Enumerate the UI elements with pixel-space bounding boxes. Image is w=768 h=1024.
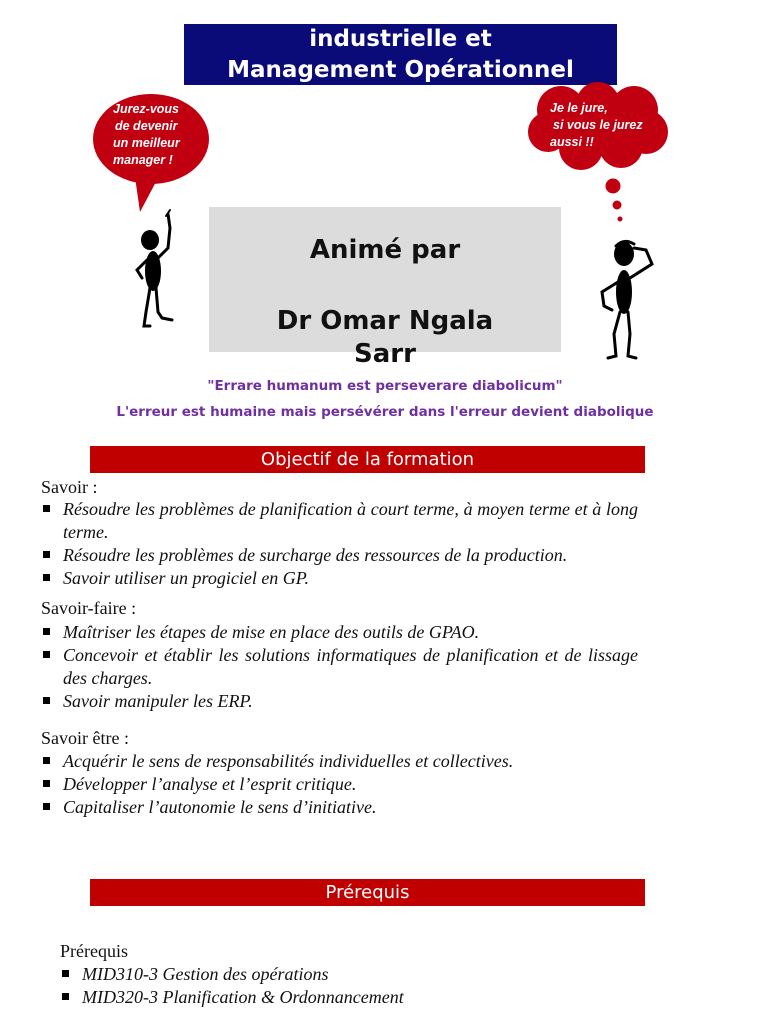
list-item: MID310-3 Gestion des opérations xyxy=(60,963,640,986)
latin-quote: "Errare humanum est perseverare diabolicum" xyxy=(207,378,563,394)
course-title-line2: Management Opérationnel xyxy=(227,57,574,83)
savoir-faire-list xyxy=(41,621,638,713)
bubble-right-line: si vous le jurez xyxy=(553,118,643,132)
list-item: Capitaliser l’autonomie le sens d’initiative. xyxy=(41,796,638,819)
list-item: Concevoir et établir les solutions informatiques de planification et de lissage des charges. xyxy=(41,644,638,690)
animator-name-line2: Sarr xyxy=(354,339,416,369)
stick-figure-thinking-icon xyxy=(590,234,662,364)
list-item: Résoudre les problèmes de planification à court terme, à moyen terme et à long terme. xyxy=(41,498,638,544)
bubble-left-line: Jurez-vous xyxy=(113,102,179,116)
course-title-line1: industrielle et xyxy=(309,26,492,52)
list-item: Acquérir le sens de responsabilités individuelles et collectives. xyxy=(41,750,638,773)
list-item: Maîtriser les étapes de mise en place des outils de GPAO. xyxy=(41,621,638,644)
list-item: Savoir manipuler les ERP. xyxy=(41,690,638,713)
group-heading-savoir: Savoir : xyxy=(41,477,98,497)
speech-bubble-left-text xyxy=(113,101,205,169)
savoir-etre-list xyxy=(41,750,638,819)
animator-name-line1: Dr Omar Ngala xyxy=(276,306,494,336)
bubble-right-line: Je le jure, xyxy=(550,101,608,115)
group-heading-savoir-etre: Savoir être : xyxy=(41,728,129,748)
prerequisites-heading: Prérequis xyxy=(60,941,128,961)
bubble-left-line: manager ! xyxy=(113,153,173,167)
animator-name xyxy=(209,305,561,371)
prerequisites-section-header: Prérequis xyxy=(90,879,645,906)
list-item: Résoudre les problèmes de surcharge des ressources de la production. xyxy=(41,544,638,567)
list-item: Développer l’analyse et l’esprit critique. xyxy=(41,773,638,796)
bubble-left-line: de devenir xyxy=(115,119,178,133)
french-quote-container xyxy=(110,404,660,433)
savoir-list xyxy=(41,498,638,590)
group-heading-savoir-faire: Savoir-faire : xyxy=(41,598,137,618)
list-item: Savoir utiliser un progiciel en GP. xyxy=(41,567,638,590)
animator-label: Animé par xyxy=(309,235,461,265)
list-item: MID320-3 Planification & Ordonnancement xyxy=(60,986,640,1009)
prerequisites-list xyxy=(60,963,640,1009)
objective-section-header: Objectif de la formation xyxy=(90,446,645,473)
thought-cloud-right-text xyxy=(550,100,660,151)
course-title-banner xyxy=(184,24,617,85)
stick-figure-pointing-icon xyxy=(128,208,180,332)
bubble-right-line: aussi !! xyxy=(550,135,594,149)
bubble-left-line: un meilleur xyxy=(113,136,180,150)
animator-box xyxy=(209,207,561,369)
french-quote: L'erreur est humaine mais persévérer dans l'erreur devient diabolique xyxy=(116,404,654,420)
